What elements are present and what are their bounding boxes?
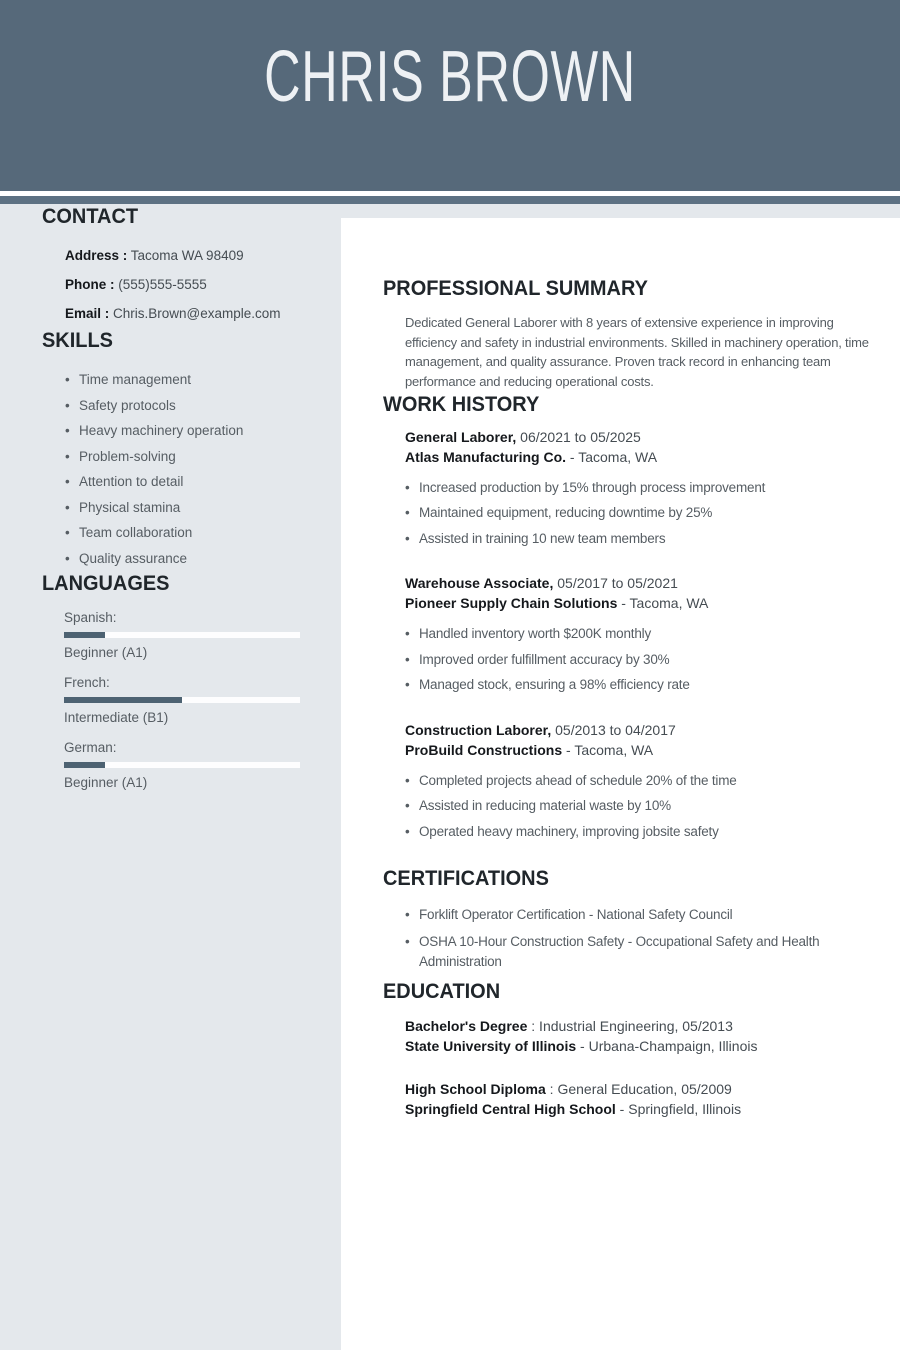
certifications-section-title: CERTIFICATIONS — [383, 867, 549, 891]
job-bullet: • Increased production by 15% through process improvement — [405, 475, 860, 501]
contact-label: Email : — [65, 306, 110, 321]
skill-item: • Physical stamina — [65, 495, 317, 521]
job-company: Atlas Manufacturing Co. — [405, 448, 567, 465]
contact-value: (555)555-5555 — [114, 277, 207, 292]
job-role: Construction Laborer, — [405, 721, 552, 738]
contact-row-address — [65, 241, 317, 270]
job-location: - Tacoma, WA — [617, 595, 709, 612]
degree-name: Bachelor's Degree — [405, 1017, 528, 1034]
language-level: Beginner (A1) — [64, 775, 148, 790]
job-company-line — [405, 593, 860, 613]
education-entry-1 — [405, 1016, 860, 1057]
contact-value: Tacoma WA 98409 — [127, 248, 244, 263]
language-name: French: — [64, 675, 110, 690]
education-list — [405, 1016, 860, 1120]
job-location: - Tacoma, WA — [562, 741, 654, 758]
language-item-german — [64, 738, 317, 792]
contact-list — [65, 241, 317, 328]
job-bullet: • Assisted in reducing material waste by 10% — [405, 793, 860, 819]
degree-detail: : General Education, 05/2009 — [545, 1080, 732, 1097]
main-column — [341, 218, 900, 1350]
job-company: ProBuild Constructions — [405, 741, 563, 758]
job-title-line — [405, 427, 860, 447]
job-bullet-list — [405, 768, 860, 845]
job-bullet: • Assisted in training 10 new team members — [405, 526, 860, 552]
job-entry-3 — [405, 720, 860, 845]
language-name: German: — [64, 740, 117, 755]
school-name: Springfield Central High School — [405, 1101, 616, 1118]
contact-value: Chris.Brown@example.com — [109, 306, 281, 321]
contact-row-phone — [65, 270, 317, 299]
languages-list — [64, 608, 317, 792]
education-entry-2 — [405, 1079, 860, 1120]
work-history-section-title: WORK HISTORY — [383, 392, 540, 416]
school-line — [405, 1036, 860, 1057]
skill-item: • Team collaboration — [65, 520, 317, 546]
skills-section-title: SKILLS — [42, 329, 113, 352]
job-role: Warehouse Associate, — [405, 575, 554, 592]
job-company-line — [405, 740, 860, 760]
language-progress-fill — [64, 632, 105, 638]
job-dates: 06/2021 to 05/2025 — [516, 428, 641, 445]
language-level: Intermediate (B1) — [64, 710, 169, 725]
job-bullet: • Operated heavy machinery, improving jobsite safety — [405, 819, 860, 845]
job-bullet: • Managed stock, ensuring a 98% efficiency rate — [405, 672, 860, 698]
summary-text: Dedicated General Laborer with 8 years of extensive experience in improving efficiency and safety in industrial environments. Skilled in machinery operation, time management, and quality assurance. Proven track record in enhancing team performance and reducing operational costs. — [405, 315, 869, 390]
job-company-line — [405, 447, 860, 467]
job-title-line — [405, 720, 860, 740]
skills-list — [65, 367, 317, 571]
skill-item: • Attention to detail — [65, 469, 317, 495]
job-bullet: • Maintained equipment, reducing downtime by 25% — [405, 500, 860, 526]
language-progress-bar — [64, 762, 300, 768]
contact-label: Phone : — [65, 277, 115, 292]
skill-item: • Problem-solving — [65, 444, 317, 470]
contact-label: Address : — [65, 248, 128, 263]
languages-section-title: LANGUAGES — [42, 572, 170, 595]
job-role: General Laborer, — [405, 428, 517, 445]
school-location: - Urbana-Champaign, Illinois — [576, 1038, 758, 1055]
job-location: - Tacoma, WA — [566, 448, 658, 465]
job-bullet-list — [405, 475, 860, 552]
skill-item: • Safety protocols — [65, 393, 317, 419]
language-item-french — [64, 673, 317, 727]
job-entry-2 — [405, 573, 860, 698]
content-area — [0, 204, 900, 1350]
job-company: Pioneer Supply Chain Solutions — [405, 595, 618, 612]
sidebar — [0, 204, 341, 803]
page-title: CHRIS BROWN — [264, 37, 636, 117]
job-dates: 05/2017 to 05/2021 — [553, 575, 678, 592]
skill-item: • Quality assurance — [65, 546, 317, 572]
certification-item: • OSHA 10-Hour Construction Safety - Occupational Safety and Health Administration — [405, 932, 870, 973]
language-progress-bar — [64, 632, 300, 638]
job-title-line — [405, 573, 860, 593]
degree-detail: : Industrial Engineering, 05/2013 — [527, 1017, 733, 1034]
language-progress-bar — [64, 697, 300, 703]
language-progress-fill — [64, 697, 182, 703]
certifications-list — [405, 905, 870, 973]
skill-item: • Heavy machinery operation — [65, 418, 317, 444]
job-bullet: • Completed projects ahead of schedule 20% of the time — [405, 768, 860, 794]
degree-line — [405, 1079, 860, 1100]
school-name: State University of Illinois — [405, 1038, 577, 1055]
language-name: Spanish: — [64, 610, 117, 625]
certification-item: • Forklift Operator Certification - National Safety Council — [405, 905, 870, 926]
contact-section-title: CONTACT — [42, 205, 139, 228]
job-bullet-list — [405, 621, 860, 698]
degree-line — [405, 1016, 860, 1037]
degree-name: High School Diploma — [405, 1080, 546, 1097]
header-banner — [0, 0, 900, 191]
job-entry-1 — [405, 427, 860, 552]
job-bullet: • Improved order fulfillment accuracy by 30% — [405, 647, 860, 673]
header-divider-stripe — [0, 196, 900, 204]
education-section-title: EDUCATION — [383, 979, 501, 1003]
job-dates: 05/2013 to 04/2017 — [551, 721, 676, 738]
language-progress-fill — [64, 762, 105, 768]
contact-row-email — [65, 299, 317, 328]
school-line — [405, 1099, 860, 1120]
summary-section-title: PROFESSIONAL SUMMARY — [383, 277, 648, 300]
language-level: Beginner (A1) — [64, 645, 148, 660]
language-item-spanish — [64, 608, 317, 662]
skill-item: • Time management — [65, 367, 317, 393]
school-location: - Springfield, Illinois — [615, 1101, 742, 1118]
job-bullet: • Handled inventory worth $200K monthly — [405, 621, 860, 647]
